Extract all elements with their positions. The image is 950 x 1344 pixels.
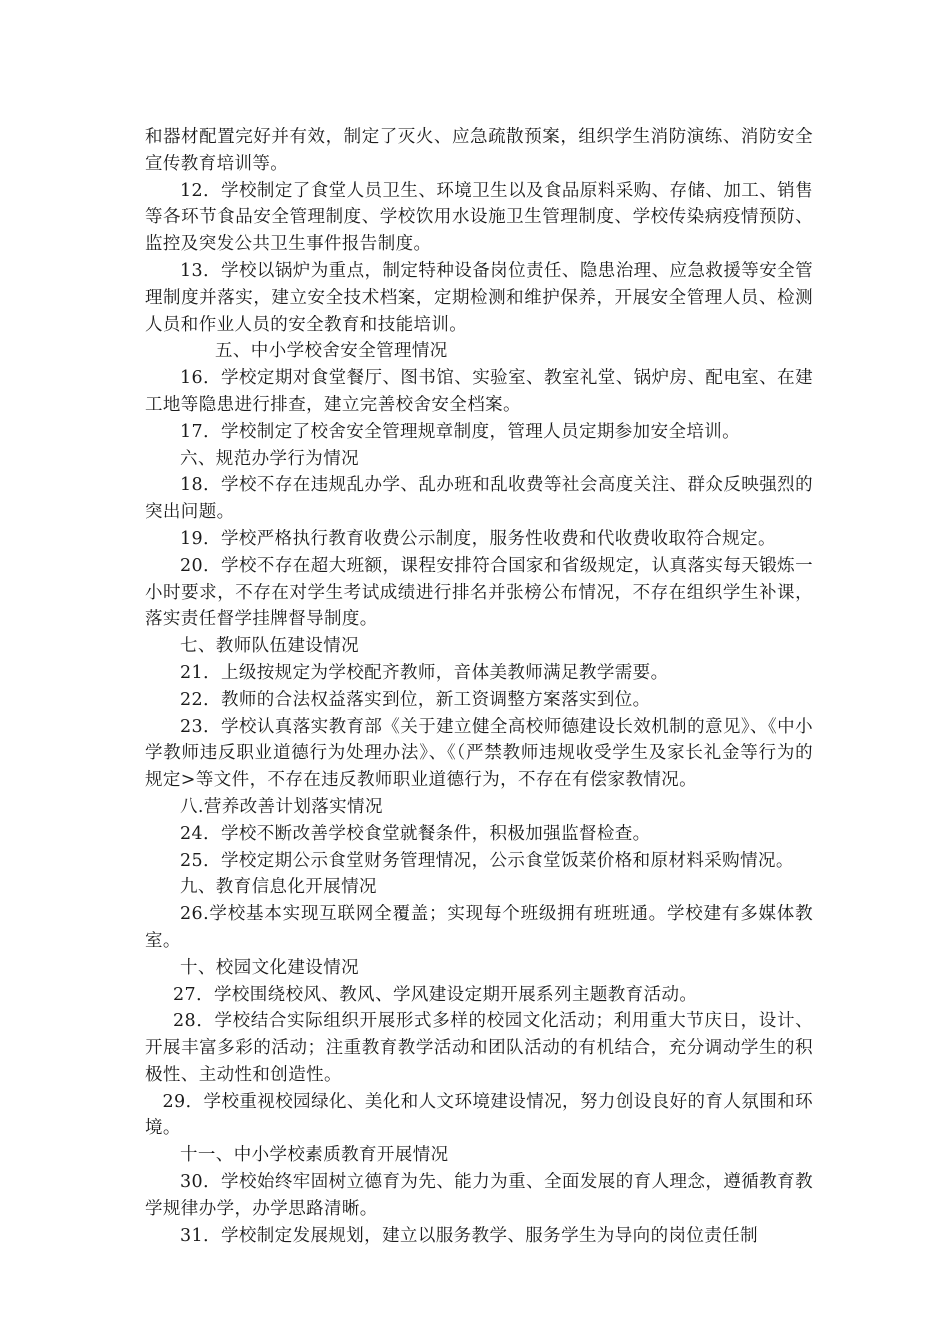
- paragraph-21: 21．上级按规定为学校配齐教师，音体美教师满足教学需要。: [180, 662, 669, 683]
- section-heading-8: 八.营养改善计划落实情况: [180, 796, 383, 817]
- paragraph-17: 17．学校制定了校舍安全管理规章制度，管理人员定期参加安全培训。: [180, 421, 741, 442]
- section-heading-6: 六、规范办学行为情况: [180, 448, 359, 469]
- paragraph-12: 12．学校制定了食堂人员卫生、环境卫生以及食品原料采购、存储、加工、销售等各环节食品安全管理制度、学校饮用水设施卫生管理制度、学校传染病疫情预防、监控及突发公共卫生事件报告制度。: [145, 180, 813, 255]
- paragraph-27: 27．学校围绕校风、教风、学风建设定期开展系列主题教育活动。: [173, 984, 698, 1005]
- paragraph-18: 18．学校不存在违规乱办学、乱办班和乱收费等社会高度关注、群众反映强烈的突出问题。: [145, 475, 813, 523]
- section-heading-11: 十一、中小学校素质教育开展情况: [180, 1145, 449, 1166]
- paragraph-continuation: 和器材配置完好并有效，制定了灭火、应急疏散预案，组织学生消防演练、消防安全宣传教育培训等。: [145, 127, 813, 174]
- section-heading-5: 五、中小学校舍安全管理情况: [215, 341, 448, 362]
- paragraph-16: 16．学校定期对食堂餐厅、图书馆、实验室、教室礼堂、锅炉房、配电室、在建工地等隐患进行排查，建立完善校舍安全档案。: [145, 368, 813, 415]
- paragraph-30: 30．学校始终牢固树立德育为先、能力为重、全面发展的育人理念，遵循教育教学规律办学，办学思路清晰。: [145, 1172, 813, 1219]
- paragraph-13: 13．学校以锅炉为重点，制定特种设备岗位责任、隐患治理、应急救援等安全管理制度并落实，建立安全技术档案，定期检测和维护保养，开展安全管理人员、检测人员和作业人员的安全教育和技能培训。: [145, 260, 813, 335]
- paragraph-20: 20．学校不存在超大班额，课程安排符合国家和省级规定，认真落实每天锻炼一小时要求，不存在对学生考试成绩进行排名并张榜公布情况，不存在组织学生补课，落实责任督学挂牌督导制度。: [145, 555, 813, 630]
- paragraph-26: 26.学校基本实现互联网全覆盖；实现每个班级拥有班班通。学校建有多媒体教室。: [145, 904, 813, 951]
- paragraph-23: 23．学校认真落实教育部《关于建立健全高校师德建设长效机制的意见》、《中小学教师违反职业道德行为处理办法》、《（严禁教师违规收受学生及家长礼金等行为的规定>等文件，不存在违反教师职业道德行为，不存在有偿家教情况。: [145, 716, 813, 791]
- paragraph-29: 29．学校重视校园绿化、美化和人文环境建设情况，努力创设良好的育人氛围和环境。: [145, 1091, 813, 1139]
- paragraph-24: 24．学校不断改善学校食堂就餐条件，积极加强监督检查。: [180, 823, 651, 844]
- paragraph-28: 28．学校结合实际组织开展形式多样的校园文化活动；利用重大节庆日，设计、开展丰富多彩的活动；注重教育教学活动和团队活动的有机结合，充分调动学生的积极性、主动性和创造性。: [145, 1011, 813, 1085]
- section-heading-7: 七、教师队伍建设情况: [180, 636, 359, 657]
- section-heading-10: 十、校园文化建设情况: [180, 957, 359, 978]
- section-heading-9: 九、教育信息化开展情况: [180, 877, 377, 898]
- paragraph-19: 19．学校严格执行教育收费公示制度，服务性收费和代收费收取符合规定。: [180, 528, 776, 549]
- paragraph-22: 22．教师的合法权益落实到位，新工资调整方案落实到位。: [180, 689, 651, 710]
- paragraph-25: 25．学校定期公示食堂财务管理情况，公示食堂饭菜价格和原材料采购情况。: [180, 850, 794, 871]
- paragraph-31: 31．学校制定发展规划，建立以服务教学、服务学生为导向的岗位责任制: [180, 1225, 758, 1246]
- document-body: [145, 124, 813, 1249]
